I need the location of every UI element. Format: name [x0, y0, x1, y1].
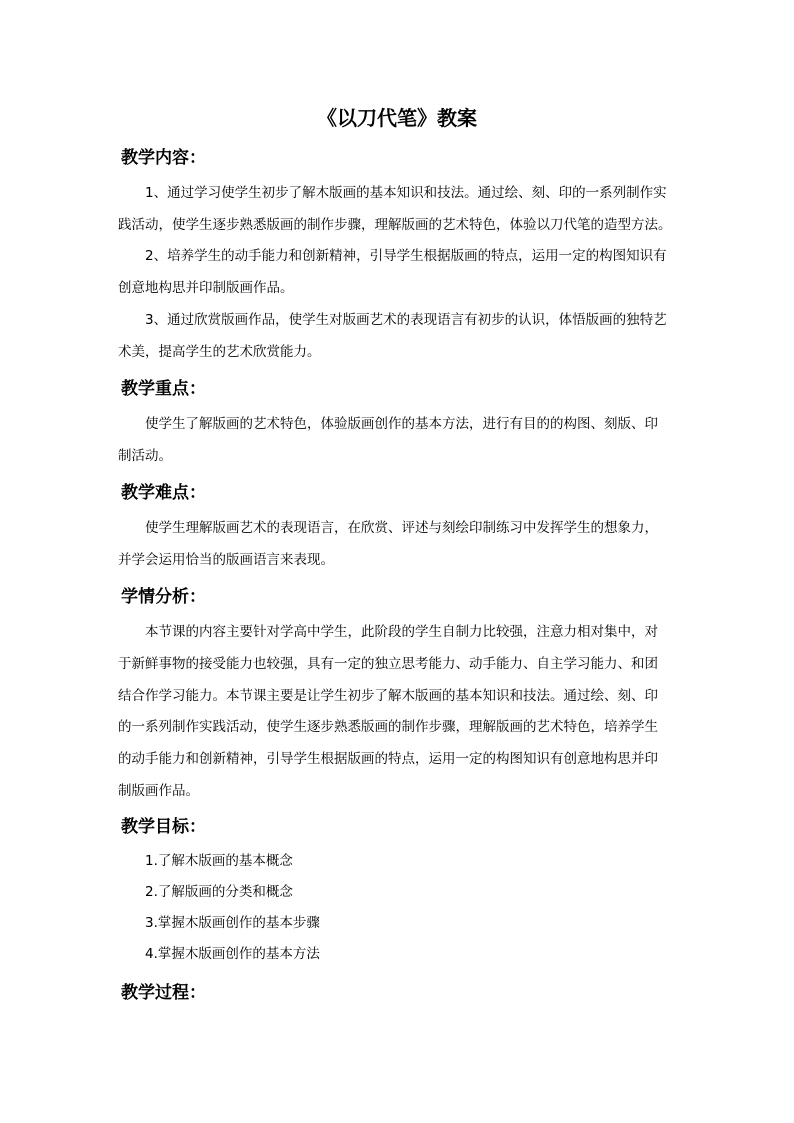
content-p2-line-1: 2、培养学生的动手能力和创新精神，引导学生根据版画的特点，运用一定的构图知识有 [145, 248, 667, 264]
difficulties-paragraph [118, 513, 678, 577]
heading-teaching-content: 教学内容： [121, 148, 206, 168]
analysis-line-1: 本节课的内容主要针对学高中学生，此阶段的学生自制力比较强，注意力相对集中，对 [145, 624, 658, 640]
analysis-paragraph [118, 617, 678, 808]
content-p3-line-2: 术美，提高学生的艺术欣赏能力。 [118, 343, 321, 360]
heading-key-points: 教学重点： [121, 379, 206, 399]
analysis-line-3: 结合作学习能力。本节课主要是让学生初步了解木版画的基本知识和技法。通过绘、刻、印 [118, 687, 658, 704]
objective-item-4: 4.掌握木版画创作的基本方法 [145, 946, 320, 962]
analysis-line-2: 于新鲜事物的接受能力也较强，具有一定的独立思考能力、动手能力、自主学习能力、和团 [118, 655, 658, 672]
key-points-line-2: 制活动。 [118, 447, 172, 464]
content-paragraph-3 [118, 305, 678, 369]
content-p1-line-1: 1、通过学习使学生初步了解木版画的基本知识和技法。通过绘、刻、印的一系列制作实 [145, 185, 667, 201]
difficulties-line-2: 并学会运用恰当的版画语言来表现。 [118, 551, 334, 568]
objective-item-3: 3.掌握木版画创作的基本步骤 [145, 915, 320, 931]
heading-teaching-process: 教学过程： [121, 983, 206, 1003]
heading-difficulties: 教学难点： [121, 483, 206, 503]
heading-objectives: 教学目标： [121, 817, 206, 837]
analysis-line-4: 的一系列制作实践活动，使学生逐步熟悉版画的制作步骤，理解版画的艺术特色，培养学生 [118, 719, 658, 736]
document-title: 《以刀代笔》教案 [317, 106, 477, 130]
content-p1-line-2: 践活动，使学生逐步熟悉版画的制作步骤，理解版画的艺术特色，体验以刀代笔的造型方法。 [118, 216, 672, 233]
content-paragraph-2 [118, 241, 678, 305]
objective-item-2: 2.了解版画的分类和概念 [145, 884, 293, 900]
key-points-line-1: 使学生了解版画的艺术特色，体验版画创作的基本方法，进行有目的的构图、刻版、印 [145, 416, 658, 432]
difficulties-line-1: 使学生理解版画艺术的表现语言，在欣赏、评述与刻绘印制练习中发挥学生的想象力， [145, 520, 658, 536]
heading-student-analysis: 学情分析： [121, 587, 206, 607]
content-p3-line-1: 3、通过欣赏版画作品，使学生对版画艺术的表现语言有初步的认识，体悟版画的独特艺 [145, 312, 667, 328]
analysis-line-6: 制版画作品。 [118, 782, 199, 799]
key-points-paragraph [118, 409, 678, 473]
analysis-line-5: 的动手能力和创新精神，引导学生根据版画的特点，运用一定的构图知识有创意地构思并印 [118, 751, 658, 768]
objective-item-1: 1.了解木版画的基本概念 [145, 853, 293, 869]
content-p2-line-2: 创意地构思并印制版画作品。 [118, 279, 294, 296]
content-paragraph-1 [118, 178, 678, 242]
